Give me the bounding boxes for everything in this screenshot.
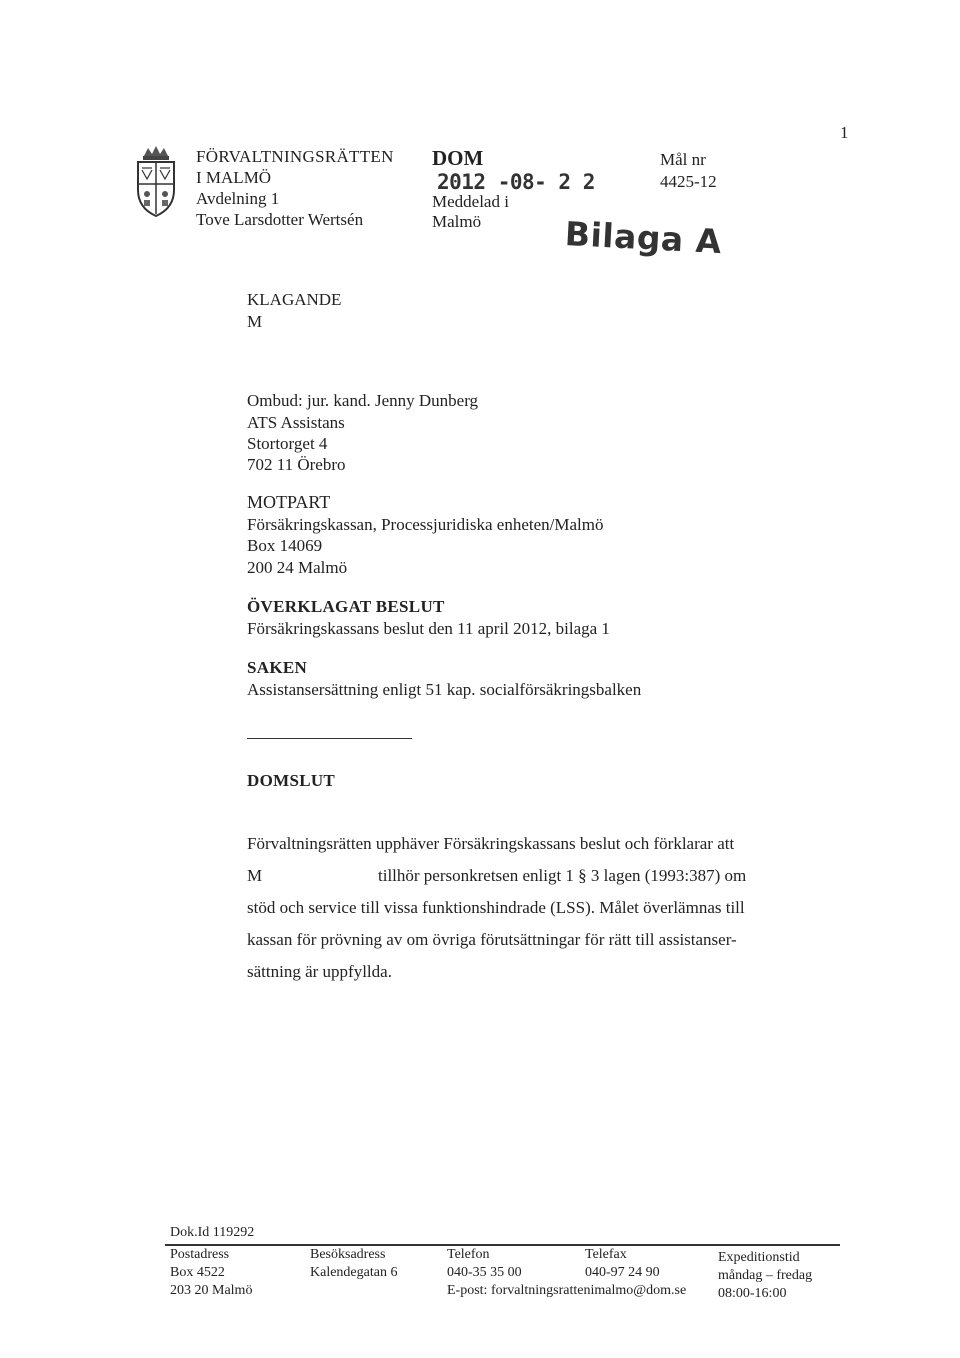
respondent-box: Box 14069 [247, 536, 323, 555]
footer-rule [165, 1244, 840, 1246]
verdict-line-1: Förvaltningsrätten upphäver Försäkringskassans beslut och förklarar att [247, 834, 735, 853]
annex-stamp: Bilaga A [563, 214, 723, 262]
verdict-line-5: sättning är uppfyllda. [247, 962, 392, 981]
matter-heading: SAKEN [247, 658, 308, 677]
postal-address-line-1: Box 4522 [170, 1265, 225, 1280]
postal-address-heading: Postadress [170, 1247, 230, 1262]
coat-of-arms-icon [132, 146, 180, 218]
date-stamp: 2012 -08- 2 2 [437, 170, 595, 194]
verdict-heading: DOMSLUT [247, 771, 336, 790]
section-divider [247, 738, 412, 739]
announced-place: Malmö [432, 212, 482, 231]
document-type: DOM [432, 146, 484, 170]
case-number-label: Mål nr [660, 150, 706, 169]
postal-address-line-2: 203 20 Malmö [170, 1283, 253, 1298]
document-id: Dok.Id 119292 [170, 1225, 255, 1240]
fax-number: 040-97 24 90 [585, 1265, 660, 1280]
counsel-street: Stortorget 4 [247, 434, 328, 453]
visiting-address-line-1: Kalendegatan 6 [310, 1265, 398, 1280]
appellant-heading: KLAGANDE [247, 290, 342, 309]
respondent-heading: MOTPART [247, 492, 331, 512]
announced-label: Meddelad i [432, 192, 509, 211]
court-name: FÖRVALTNINGSRÄTTEN [196, 147, 394, 166]
verdict-line-2-name: M [247, 866, 263, 885]
case-number: 4425-12 [660, 172, 717, 191]
judge-name: Tove Larsdotter Wertsén [196, 210, 364, 229]
phone-number: 040-35 35 00 [447, 1265, 522, 1280]
counsel-city: 702 11 Örebro [247, 455, 346, 474]
respondent-city: 200 24 Malmö [247, 558, 348, 577]
court-city: I MALMÖ [196, 168, 272, 187]
verdict-line-4: kassan för prövning av om övriga förutsättningar för rätt till assistanser- [247, 930, 737, 949]
phone-heading: Telefon [447, 1247, 490, 1262]
visiting-address-heading: Besöksadress [310, 1247, 386, 1262]
appealed-decision-heading: ÖVERKLAGAT BESLUT [247, 597, 445, 616]
counsel-line: Ombud: jur. kand. Jenny Dunberg [247, 391, 479, 410]
verdict-line-3: stöd och service till vissa funktionshindrade (LSS). Målet överlämnas till [247, 898, 745, 917]
verdict-line-2: tillhör personkretsen enligt 1 § 3 lagen (1993:387) om [378, 866, 747, 885]
office-hours-days: måndag – fredag [718, 1268, 813, 1283]
counsel-organisation: ATS Assistans [247, 413, 345, 432]
fax-heading: Telefax [585, 1247, 627, 1262]
office-hours-heading: Expeditionstid [718, 1250, 800, 1265]
appealed-decision-text: Försäkringskassans beslut den 11 april 2012, bilaga 1 [247, 619, 610, 638]
matter-text: Assistansersättning enligt 51 kap. socialförsäkringsbalken [247, 680, 642, 699]
division: Avdelning 1 [196, 189, 280, 208]
office-hours-time: 08:00-16:00 [718, 1286, 787, 1301]
page-number: 1 [840, 123, 849, 142]
respondent-name: Försäkringskassan, Processjuridiska enheten/Malmö [247, 515, 604, 534]
appellant-name: M [247, 312, 263, 331]
email-address: E-post: forvaltningsrattenimalmo@dom.se [447, 1283, 687, 1298]
